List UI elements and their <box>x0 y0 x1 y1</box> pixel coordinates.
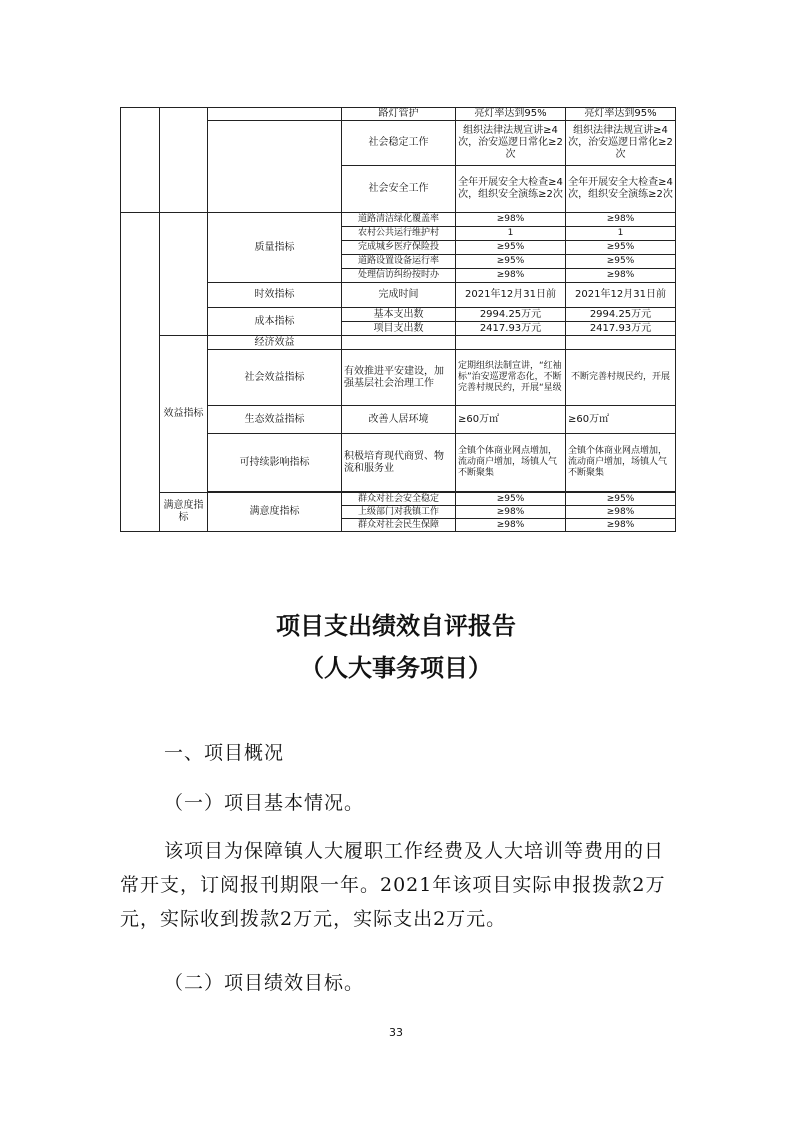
cell-actual: 组织法律法规宣讲≥4次，治安巡逻日常化≥2次 <box>566 121 676 166</box>
cell-target: ≥98% <box>456 506 566 519</box>
cell-sub: 完成时间 <box>342 283 456 308</box>
cell-sub: 道路设置设备运行率 <box>342 255 456 269</box>
timeliness-label: 时效指标 <box>208 283 342 308</box>
quality-label: 质量指标 <box>208 213 342 283</box>
benefit-label: 效益指标 <box>160 336 208 493</box>
cell-sub: 农村公共运行维护村 <box>342 227 456 241</box>
cell-actual: 亮灯率达到95% <box>566 108 676 121</box>
cell-actual: 2021年12月31日前 <box>566 283 676 308</box>
cell-actual: ≥98% <box>566 519 676 532</box>
cell-target: 全镇个体商业网点增加，流动商户增加，场镇人气不断聚集 <box>456 434 566 492</box>
subsection-heading: （二）项目绩效目标。 <box>164 972 365 994</box>
cell-sub: 项目支出数 <box>342 322 456 336</box>
subsection-heading: （一）项目基本情况。 <box>164 792 365 814</box>
cell-target: ≥98% <box>456 269 566 283</box>
section-heading: 一、项目概况 <box>164 742 285 764</box>
cell-target: 2417.93万元 <box>456 322 566 336</box>
report-title: 项目支出绩效自评报告 <box>276 611 516 640</box>
economic-label: 经济效益 <box>208 336 342 350</box>
cell-actual: ≥98% <box>566 269 676 283</box>
cell-actual: 全年开展安全大检查≥4次，组织安全演练≥2次 <box>566 166 676 213</box>
cell-target: 组织法律法规宣讲≥4次，治安巡逻日常化≥2次 <box>456 121 566 166</box>
cell-actual: 2994.25万元 <box>566 308 676 322</box>
cell-target: ≥95% <box>456 241 566 255</box>
cell-sub: 处理信访纠纷按时办 <box>342 269 456 283</box>
cell-actual: 1 <box>566 227 676 241</box>
cell-actual: ≥98% <box>566 506 676 519</box>
cell-sub: 积极培育现代商贸、物流和服务业 <box>342 434 456 492</box>
cell-sub: 有效推进平安建设，加强基层社会治理工作 <box>342 350 456 406</box>
cell-actual: ≥95% <box>566 241 676 255</box>
performance-table <box>120 107 676 532</box>
cell-sub: 上级部门对我镇工作 <box>342 506 456 519</box>
cell-target: 定期组织法制宣讲，“红袖标”治安巡逻常态化，不断完善村规民约，开展“星级 <box>456 350 566 406</box>
sustain-label: 可持续影响指标 <box>208 434 342 492</box>
cost-label: 成本指标 <box>208 308 342 336</box>
cell-sub: 基本支出数 <box>342 308 456 322</box>
cell-sub: 道路清洁绿化覆盖率 <box>342 213 456 227</box>
cell-sub: 完成城乡医疗保险投 <box>342 241 456 255</box>
cell-target: ≥98% <box>456 519 566 532</box>
eco-label: 生态效益指标 <box>208 406 342 434</box>
body-paragraph: 该项目为保障镇人大履职工作经费及人大培训等费用的日常开支，订阅报刊期限一年。2021年该项目实际申报拨款2万元，实际收到拨款2万元，实际支出2万元。 <box>120 840 666 930</box>
cell-target: ≥60万㎡ <box>456 406 566 434</box>
cell-target: 全年开展安全大检查≥4次，组织安全演练≥2次 <box>456 166 566 213</box>
cell-sub: 路灯管护 <box>342 108 456 121</box>
cell-actual: ≥95% <box>566 493 676 506</box>
page-number: 33 <box>389 1026 403 1039</box>
cell-target: ≥95% <box>456 493 566 506</box>
cell-target: 2994.25万元 <box>456 308 566 322</box>
cell-actual: ≥60万㎡ <box>566 406 676 434</box>
satisfaction-label: 满意度指标 <box>160 493 208 532</box>
report-subtitle: （人大事务项目） <box>300 653 492 682</box>
cell-sub: 群众对社会民生保障 <box>342 519 456 532</box>
satisfaction-sub-label: 满意度指标 <box>208 493 342 532</box>
cell-actual: 不断完善村规民约，开展 <box>566 350 676 406</box>
social-label: 社会效益指标 <box>208 350 342 406</box>
cell-target: 亮灯率达到95% <box>456 108 566 121</box>
cell-target: ≥95% <box>456 255 566 269</box>
cell-sub: 社会安全工作 <box>342 166 456 213</box>
cell-actual: ≥95% <box>566 255 676 269</box>
cell-actual: 2417.93万元 <box>566 322 676 336</box>
cell-target: 1 <box>456 227 566 241</box>
cell-sub: 群众对社会安全稳定 <box>342 493 456 506</box>
cell-target: 2021年12月31日前 <box>456 283 566 308</box>
cell-sub: 改善人居环境 <box>342 406 456 434</box>
cell-target: ≥98% <box>456 213 566 227</box>
cell-actual: ≥98% <box>566 213 676 227</box>
cell-sub: 社会稳定工作 <box>342 121 456 166</box>
cell-actual: 全镇个体商业网点增加，流动商户增加，场镇人气不断聚集 <box>566 434 676 492</box>
